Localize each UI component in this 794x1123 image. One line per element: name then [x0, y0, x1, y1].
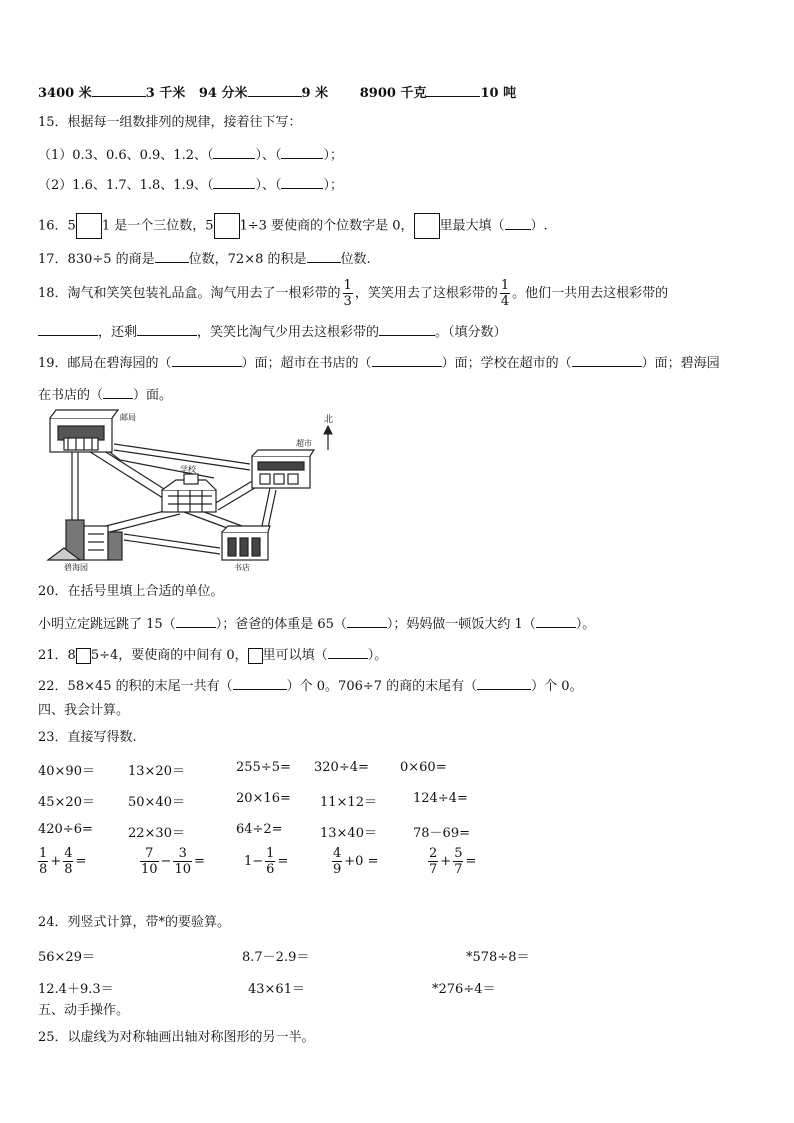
fraction-one-third: $\frac{1}{3}$ — [343, 278, 352, 309]
answer-blank[interactable] — [347, 614, 387, 628]
bookstore-building — [222, 526, 270, 560]
fraction-calc-item: $\frac{4}{9}$ +0 = — [333, 846, 379, 877]
school-label: 学校 — [180, 465, 196, 474]
answer-blank[interactable] — [137, 322, 197, 336]
calc-item: 11×12＝ — [320, 795, 377, 810]
answer-blank[interactable] — [213, 145, 255, 159]
calc-item: 78－69= — [413, 826, 470, 841]
answer-blank[interactable] — [38, 322, 98, 336]
calc-item: 13×40＝ — [320, 826, 377, 841]
fraction-calc-item: $\frac{7}{10}$ − $\frac{3}{10}$ = — [141, 846, 205, 877]
answer-blank[interactable] — [372, 353, 442, 367]
question-18-line-1: 18．淘气和笑笑包装礼品盒。淘气用去了一根彩带的 $\frac{1}{3}$ ，笑笑用去了这根彩带的 $\frac{1}{4}$ 。他们一共用去这根彩带的 — [38, 278, 669, 309]
answer-blank[interactable] — [92, 83, 146, 97]
vertical-calc-item: 12.4＋9.3＝ — [38, 982, 114, 997]
answer-blank[interactable] — [103, 385, 133, 399]
digit-box[interactable] — [214, 213, 240, 239]
calc-item: 0×60= — [400, 760, 447, 775]
answer-blank[interactable] — [176, 614, 216, 628]
town-map-drawing — [44, 408, 344, 572]
vertical-calc-item: *578÷8＝ — [466, 950, 530, 965]
section-5-heading: 五、动手操作。 — [38, 1003, 130, 1018]
calc-item: 64÷2= — [236, 822, 283, 837]
post-office-label: 邮局 — [120, 413, 136, 422]
question-17: 17．830÷5 的商是 位数，72×8 的积是 位数. — [38, 249, 371, 269]
calc-item: 320÷4= — [314, 760, 369, 775]
digit-box[interactable] — [248, 648, 263, 664]
answer-blank[interactable] — [281, 175, 323, 189]
calc-item: 50×40＝ — [128, 795, 185, 810]
question-19-line-2: 在书店的（ ）面。 — [38, 385, 172, 405]
fraction-calc-item: 1− $\frac{1}{6}$ = — [244, 846, 289, 877]
fraction-one-quarter: $\frac{1}{4}$ — [500, 278, 510, 309]
question-20-title: 20．在括号里填上合适的单位。 — [38, 584, 224, 599]
supermarket-label: 超市 — [296, 439, 312, 448]
answer-blank[interactable] — [572, 353, 642, 367]
calc-item: 45×20＝ — [38, 795, 95, 810]
digit-box[interactable] — [76, 213, 102, 239]
answer-blank[interactable] — [536, 614, 576, 628]
calc-item: 22×30＝ — [128, 826, 185, 841]
answer-blank[interactable] — [307, 249, 341, 263]
answer-blank[interactable] — [379, 322, 435, 336]
question-25: 25．以虚线为对称轴画出轴对称图形的另一半。 — [38, 1030, 315, 1045]
answer-blank[interactable] — [213, 175, 255, 189]
section-4-heading: 四、我会计算。 — [38, 703, 130, 718]
answer-blank[interactable] — [328, 645, 368, 659]
question-15-row-1: （1）0.3、0.6、0.9、1.2、（ ）、（ ）； — [38, 145, 343, 165]
question-23-title: 23．直接写得数. — [38, 730, 137, 745]
bihai-garden-label: 碧海园 — [64, 563, 88, 572]
answer-blank[interactable] — [426, 83, 480, 97]
question-20-body: 小明立定跳远跳了 15（ ）；爸爸的体重是 65（ ）；妈妈做一顿饭大约 1（ ）。 — [38, 614, 595, 634]
calc-item: 420÷6= — [38, 822, 93, 837]
calc-item: 40×90＝ — [38, 764, 95, 779]
answer-blank[interactable] — [233, 676, 287, 690]
vertical-calc-item: 8.7－2.9＝ — [242, 950, 310, 965]
calc-item: 20×16= — [236, 791, 291, 806]
question-15-title: 15．根据每一组数排列的规律，接着往下写： — [38, 115, 302, 130]
school-building — [162, 474, 216, 512]
fraction-calc-item: $\frac{2}{7}$ + $\frac{5}{7}$ = — [429, 846, 477, 877]
unit-conversion-line: 3400 米 3 千米 94 分米 9 米 8900 千克 10 吨 — [38, 83, 516, 103]
answer-blank[interactable] — [155, 249, 189, 263]
post-office-building — [50, 410, 118, 452]
answer-blank[interactable] — [505, 216, 531, 230]
answer-blank[interactable] — [477, 676, 531, 690]
question-24-title: 24．列竖式计算，带*的要验算。 — [38, 915, 231, 930]
digit-box[interactable] — [414, 213, 440, 239]
question-19-line-1: 19．邮局在碧海园的（ ）面；超市在书店的（ ）面；学校在超市的（ ）面；碧海园 — [38, 353, 720, 373]
question-18-line-2: ，还剩 ，笑笑比淘气少用去这根彩带的 。（填分数） — [38, 322, 507, 342]
answer-blank[interactable] — [281, 145, 323, 159]
supermarket-building — [252, 450, 314, 488]
calc-item: 124÷4= — [413, 791, 468, 806]
fraction-calc-item: $\frac{1}{8}$ + $\frac{4}{8}$ = — [39, 846, 87, 877]
answer-blank[interactable] — [172, 353, 242, 367]
answer-blank[interactable] — [248, 83, 302, 97]
question-22: 22．58×45 的积的末尾一共有（ ）个 0。706÷7 的商的末尾有（ ）个 0。 — [38, 676, 583, 696]
digit-box[interactable] — [76, 648, 91, 664]
town-map-figure — [44, 408, 344, 576]
north-arrow-icon — [324, 426, 332, 450]
vertical-calc-item: *276÷4＝ — [432, 982, 496, 997]
question-21: 21．8 5÷4，要使商的中间有 0， 里可以填（ ）。 — [38, 645, 387, 665]
bookstore-label: 书店 — [234, 563, 250, 572]
north-label: 北 — [324, 415, 334, 425]
vertical-calc-item: 43×61＝ — [248, 982, 305, 997]
calc-item: 255÷5= — [236, 760, 291, 775]
question-15-row-2: （2）1.6、1.7、1.8、1.9、（ ）、（ ）； — [38, 175, 343, 195]
bihai-garden-building — [48, 520, 122, 560]
vertical-calc-item: 56×29＝ — [38, 950, 95, 965]
calc-item: 13×20＝ — [128, 764, 185, 779]
question-16: 16．5 1 是一个三位数，5 1÷3 要使商的个位数字是 0， 里最大填（ ）. — [38, 213, 548, 239]
